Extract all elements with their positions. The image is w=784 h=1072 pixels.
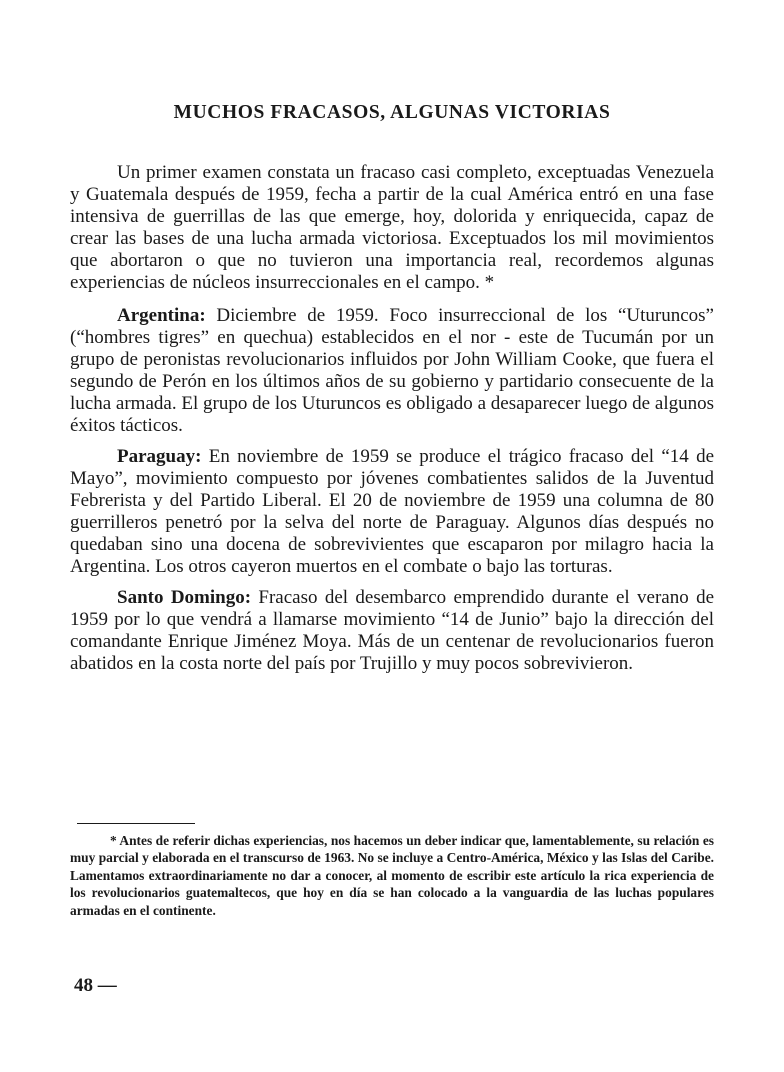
paraguay-paragraph xyxy=(70,446,714,578)
footnote-divider xyxy=(77,823,195,824)
intro-paragraph: Un primer examen constata un fracaso casi completo, exceptuadas Venezuela y Guatemala después de 1959, fecha a partir de la cual América entró en una fase intensiva de guerrillas de las que emerge, hoy, dolorida y enriquecida, capaz de crear las bases de una lucha armada victoriosa. Exceptuados los mil movimientos que abortaron o que no tuvieron una importancia real, recordemos algunas experiencias de núcleos insurreccionales en el campo. * xyxy=(70,162,714,293)
argentina-text: Diciembre de 1959. Foco insurreccional de los “Uturuncos” (“hombres tigres” en quechua) establecidos en el nor - este de Tucumán por un grupo de peronistas revolucionarios influidos por John William Cooke, que fuera el segundo de Perón en los últimos años de su gobierno y partidario consecuente de la lucha armada. El grupo de los Uturuncos es obligado a desaparecer luego de algunos éxitos tácticos. xyxy=(70,305,714,436)
santo-domingo-lead: Santo Domingo: xyxy=(117,587,252,608)
argentina-paragraph xyxy=(70,305,714,437)
santo-domingo-paragraph xyxy=(70,587,714,675)
paraguay-lead: Paraguay: xyxy=(117,446,202,467)
chapter-heading: MUCHOS FRACASOS, ALGUNAS VICTORIAS xyxy=(173,102,611,123)
santo-domingo-text: Fracaso del desembarco emprendido durante el verano de 1959 por lo que vendrá a llamarse movimiento “14 de Junio” bajo la dirección del comandante Enrique Jiménez Moya. Más de un centenar de revolucionarios fueron abatidos en la costa norte del país por Trujillo y muy pocos sobrevivieron. xyxy=(70,587,715,674)
argentina-lead: Argentina: xyxy=(117,305,206,326)
footnote: * Antes de referir dichas experiencias, nos hacemos un deber indicar que, lamentablemente, su relación es muy parcial y elaborada en el transcurso de 1963. No se incluye a Centro-América, México y las Islas del Caribe. Lamentamos extraordinariamente no dar a conocer, al momento de escribir este artículo la rica experiencia de los revolucionarios guatemaltecos, que hoy en día se han colocado a la vanguardia de las luchas populares armadas en el continente. xyxy=(70,833,714,918)
body-text xyxy=(70,162,714,684)
paraguay-text: En noviembre de 1959 se produce el trágico fracaso del “14 de Mayo”, movimiento compuesto por jóvenes combatientes salidos de la Juventud Febrerista y del Partido Liberal. El 20 de noviembre de 1959 una columna de 80 guerrilleros penetró por la selva del norte de Paraguay. Algunos días después no quedaban sino una docena de sobrevivientes que escaparon por milagro hacia la Argentina. Los otros cayeron muertos en el combate o bajo las torturas. xyxy=(70,446,714,577)
page-number: 48 — xyxy=(74,975,117,996)
